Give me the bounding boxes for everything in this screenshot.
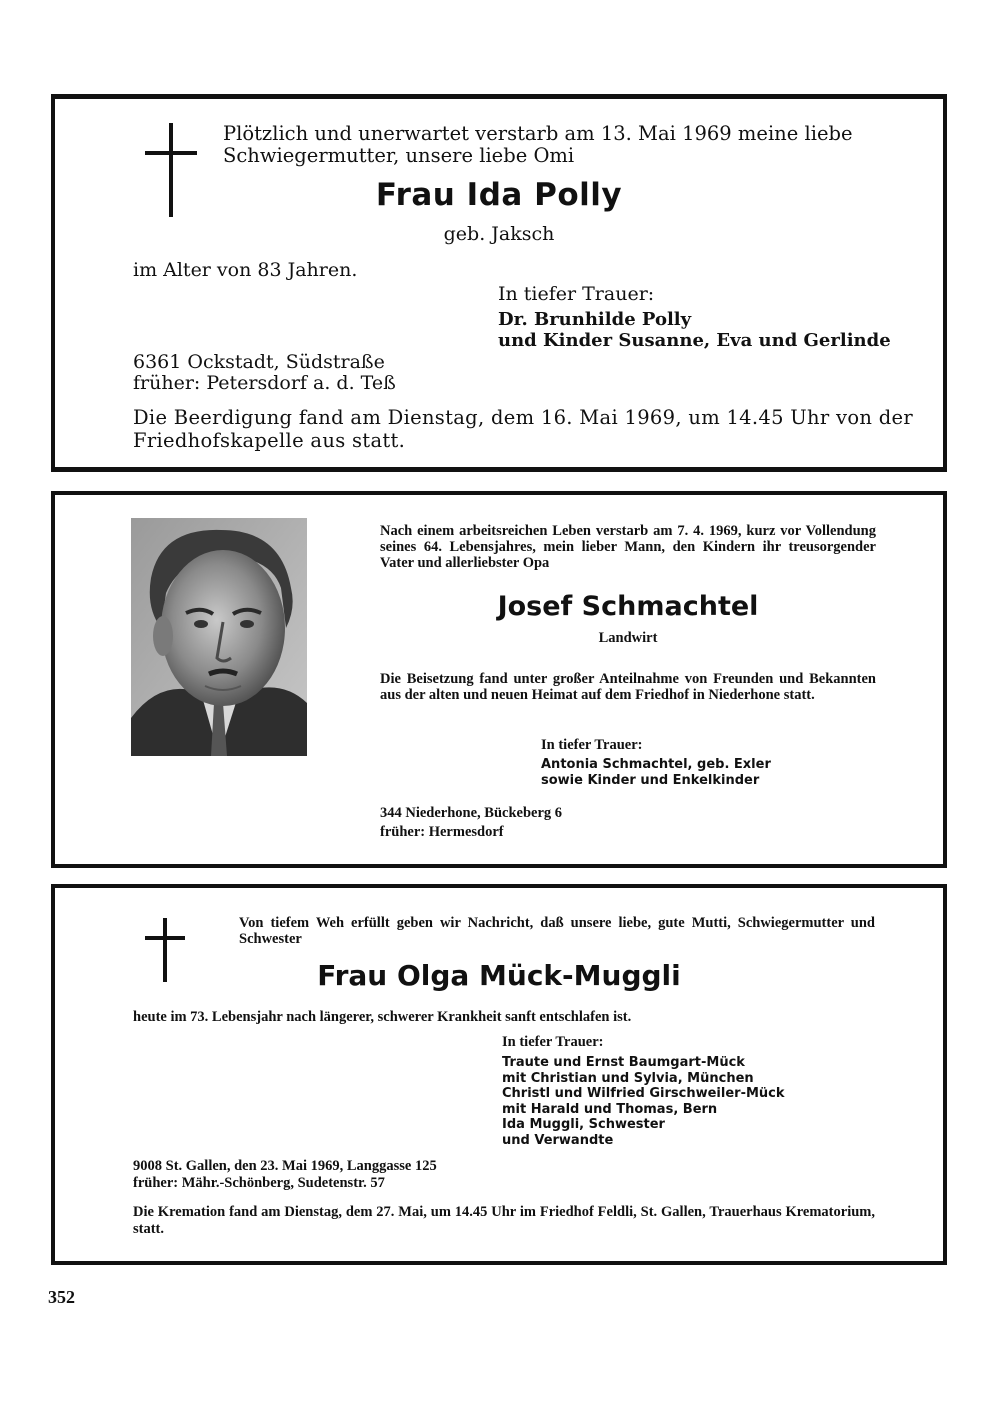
deceased-name: Frau Ida Polly [375, 177, 623, 213]
burial-info: Die Beisetzung fand unter großer Anteilnahme von Freunden und Bekannten aus der alten und neuen Heimat auf dem Friedhof in Niederhone statt. [380, 671, 876, 703]
occupation: Landwirt [598, 630, 658, 646]
cremation-info: Die Kremation fand am Dienstag, dem 27. Mai, um 14.45 Uhr im Friedhof Feldli, St. Gallen, Trauerhaus Krematorium, statt. [133, 1204, 875, 1237]
mourner-line: Dr. Brunhilde Polly [498, 309, 692, 330]
mourner-line: und Kinder Susanne, Eva und Gerlinde [498, 330, 891, 351]
mourners-list [498, 309, 891, 351]
page-number: 352 [48, 1287, 75, 1307]
obituary-notice-polly [51, 94, 947, 472]
address-block [133, 352, 396, 394]
notice-intro: Nach einem arbeitsreichen Leben verstarb am 7. 4. 1969, kurz vor Vollendung seines 64. Lebensjahres, mein lieber Mann, den Kindern ihr treusorgender Vater und allerliebster Opa [380, 523, 876, 571]
mourning-heading: In tiefer Trauer: [498, 283, 655, 305]
mourner-line: und Verwandte [502, 1132, 614, 1148]
lifespan-line: heute im 73. Lebensjahr nach längerer, schwerer Krankheit sanft entschlafen ist. [133, 1009, 632, 1025]
address-line: 9008 St. Gallen, den 23. Mai 1969, Langgasse 125 [133, 1158, 437, 1174]
funeral-info: Die Beerdigung fand am Dienstag, dem 16. Mai 1969, um 14.45 Uhr von der Friedhofskapelle aus statt. [133, 406, 913, 452]
address-line: 6361 Ockstadt, Südstraße [133, 351, 385, 373]
deceased-name: Frau Olga Mück-Muggli [317, 959, 681, 992]
address-block [133, 1158, 437, 1192]
address-line: früher: Mähr.-Schönberg, Sudetenstr. 57 [133, 1175, 385, 1191]
mourning-heading: In tiefer Trauer: [541, 737, 643, 753]
maiden-name: geb. Jaksch [443, 223, 555, 245]
deceased-name: Josef Schmachtel [497, 591, 759, 622]
notice-intro: Plötzlich und unerwartet verstarb am 13. Mai 1969 meine liebe Schwiegermutter, unsere liebe Omi [223, 122, 853, 167]
mourner-line: mit Christian und Sylvia, München [502, 1070, 754, 1086]
mourner-line: Traute und Ernst Baumgart-Mück [502, 1055, 745, 1070]
address-line: früher: Petersdorf a. d. Teß [133, 372, 396, 394]
address-line: 344 Niederhone, Bückeberg 6 [380, 805, 563, 821]
obituary-notice-schmachtel [51, 491, 947, 868]
obituary-notice-mueck-muggli [51, 884, 947, 1265]
mourner-line: Ida Muggli, Schwester [502, 1117, 665, 1132]
mourner-line: sowie Kinder und Enkelkinder [541, 773, 760, 788]
mourners-list [541, 757, 771, 789]
age-line: im Alter von 83 Jahren. [133, 259, 358, 281]
notice-intro: Von tiefem Weh erfüllt geben wir Nachricht, daß unsere liebe, gute Mutti, Schwiegermutter und Schwester [239, 915, 875, 947]
mourner-line: Christl und Wilfried Girschweiler-Mück [502, 1086, 785, 1101]
mourner-line: mit Harald und Thomas, Bern [502, 1101, 718, 1117]
address-line: früher: Hermesdorf [380, 824, 504, 840]
portrait-photo [131, 518, 307, 756]
mourning-heading: In tiefer Trauer: [502, 1034, 604, 1050]
mourners-list [502, 1055, 785, 1148]
mourner-line: Antonia Schmachtel, geb. Exler [541, 757, 771, 772]
address-block [380, 804, 562, 842]
